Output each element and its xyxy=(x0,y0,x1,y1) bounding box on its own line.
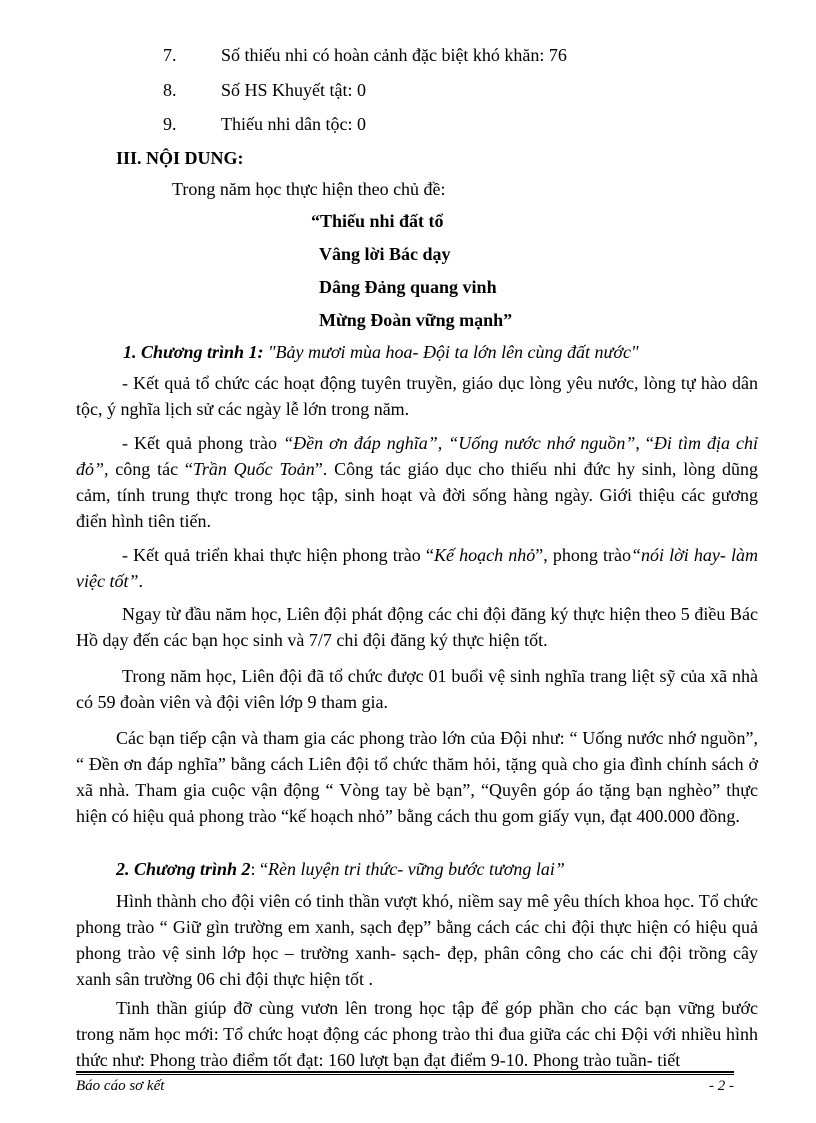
section-heading: III. NỘI DUNG: xyxy=(116,148,244,168)
text-run: ”. Công tác giáo dục cho thiếu nhi đức hy sinh, lòng dũng cảm, tính trung thực trong học tập, sinh hoạt và đời sống hàng ngày. Giới thiệu các gương điển hình tiên tiến. xyxy=(76,459,758,531)
paragraph xyxy=(76,542,758,594)
text-run: - Kết quả triển khai thực hiện phong trào “ xyxy=(122,545,434,565)
list-text: Thiếu nhi dân tộc: 0 xyxy=(221,114,366,134)
list-text: Số HS Khuyết tật: 0 xyxy=(221,80,367,100)
paragraph xyxy=(76,601,758,653)
paragraph xyxy=(76,995,758,1075)
paragraph xyxy=(76,663,758,715)
list-text: Số thiếu nhi có hoàn cảnh đặc biệt khó khăn: 76 xyxy=(221,45,567,65)
paragraph-text: Trong năm học, Liên đội đã tổ chức được 01 buổi vệ sinh nghĩa trang liệt sỹ của xã nhà có 59 đoàn viên và đội viên lớp 9 tham gia. xyxy=(76,666,758,712)
paragraph xyxy=(76,370,758,422)
text-run: , “ xyxy=(635,433,654,453)
program-2-title: Rèn luyện tri thức- vững bước tương lai” xyxy=(268,859,565,879)
page-number: - 2 - xyxy=(709,1078,734,1094)
program-2-label: 2. Chương trình 2 xyxy=(116,859,251,879)
list-number: 8. xyxy=(163,80,177,100)
paragraph-text: Tinh thần giúp đỡ cùng vươn lên trong học tập để góp phần cho các bạn vững bước trong năm học mới: Tổ chức hoạt động các phong trào thi đua giữa các chi Đội với nhiều hình thức như: Phong trào điểm tốt đạt: 160 lượt bạn đạt điểm 9-10. Phong trào tuần- tiết xyxy=(76,998,758,1070)
text-run-italic: “nói lời hay- làm việc tốt” xyxy=(76,545,758,591)
footer-rule xyxy=(76,1071,734,1073)
text-run-italic: Kế hoạch nhỏ xyxy=(433,545,536,565)
program-2-heading xyxy=(116,858,565,880)
text-run-italic: Trần Quốc Toản xyxy=(192,459,315,479)
text-run-italic: Đi tìm địa chỉ đỏ”, xyxy=(76,433,758,479)
footer-rule xyxy=(76,1074,734,1075)
intro-text: Trong năm học thực hiện theo chủ đề: xyxy=(172,179,446,199)
text-run: . xyxy=(138,571,143,591)
paragraph xyxy=(76,430,758,534)
text-run: ”, phong trào xyxy=(535,545,631,565)
paragraph-text: Ngay từ đầu năm học, Liên đội phát động các chi đội đăng ký thực hiện theo 5 điều Bác Hồ dạy đến các bạn học sinh và 7/7 chi đội đăng ký thực hiện tốt. xyxy=(76,604,758,650)
paragraph xyxy=(76,888,758,992)
text-run-italic: “Đền ơn đáp nghĩa”, “Uống nước nhớ nguồn” xyxy=(283,433,636,453)
theme-line: Dâng Đảng quang vinh xyxy=(319,277,497,297)
program-1-heading xyxy=(123,341,639,363)
text-run: công tác “ xyxy=(108,459,193,479)
paragraph-text: - Kết quả tổ chức các hoạt động tuyên truyền, giáo dục lòng yêu nước, lòng tự hào dân tộc, ý nghĩa lịch sử các ngày lễ lớn trong năm. xyxy=(76,373,758,419)
program-1-title: "Bảy mươi mùa hoa- Đội ta lớn lên cùng đất nước" xyxy=(263,342,639,362)
text-run: - Kết quả phong trào xyxy=(122,433,284,453)
list-number: 7. xyxy=(163,45,177,65)
program-1-label: 1. Chương trình 1: xyxy=(123,342,264,362)
footer-title: Báo cáo sơ kết xyxy=(76,1078,165,1094)
paragraph xyxy=(76,725,758,829)
paragraph-text: Hình thành cho đội viên có tinh thần vượt khó, niềm say mê yêu thích khoa học. Tổ chức phong trào “ Giữ gìn trường em xanh, sạch đẹp” bằng cách các chi đội thực hiện có hiệu quả phong trào vệ sinh lớp học – trường xanh- sạch- đẹp, phân công cho các chi đội trồng cây xanh sân trường 06 chi đội thực hiện tốt . xyxy=(76,891,758,989)
text-run: : “ xyxy=(250,859,268,879)
list-number: 9. xyxy=(163,114,177,134)
paragraph-text: Các bạn tiếp cận và tham gia các phong trào lớn của Đội như: “ Uống nước nhớ nguồn”, “ Đền ơn đáp nghĩa” bằng cách Liên đội tổ chức thăm hỏi, tặng quà cho gia đình chính sách ở xã nhà. Tham gia cuộc vận động “ Vòng tay bè bạn”, “Quyên góp áo tặng bạn nghèo” thực hiện có hiệu quả phong trào “kế hoạch nhỏ” bằng cách thu gom giấy vụn, đạt 400.000 đồng. xyxy=(76,728,758,826)
theme-line: Vâng lời Bác dạy xyxy=(319,244,451,264)
theme-line: “Thiếu nhi đất tổ xyxy=(311,211,444,231)
theme-line: Mừng Đoàn vững mạnh” xyxy=(319,310,513,330)
